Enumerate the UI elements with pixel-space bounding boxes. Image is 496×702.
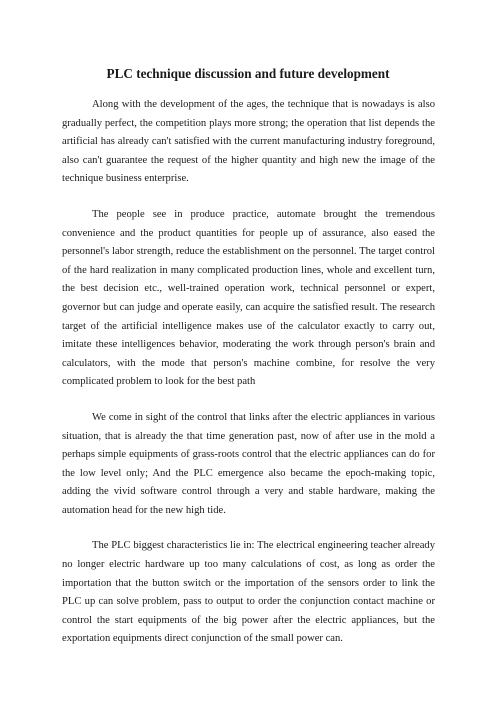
paragraph-2: The people see in produce practice, automate brought the tremendous convenience and the product quantities for people up of assurance, also eased the personnel's labor strength, reduce the establishment on the personnel. The target control of the hard realization in many complicated production lines, whole and excellent turn, the best decision etc., well-trained operation work, technical personnel or expert, governor but can judge and operate easily, can acquire the satisfied result. The research target of the artificial intelligence makes use of the calculator exactly to carry out, imitate these intelligences behavior, moderating the work through person's brain and calculators, with the mode that person's machine combine, for resolve the very complicated problem to look for the best path <box>62 208 435 388</box>
paragraph-1: Along with the development of the ages, the technique that is nowadays is also gradually perfect, the competition plays more strong; the operation that list depends the artificial has already can't satisfied with the current manufacturing industry foreground, also can't guarantee the request of the higher quantity and high new the image of the technique business enterprise. <box>62 99 435 185</box>
paragraph-3: We come in sight of the control that links after the electric appliances in various situation, that is already the that time generation past, now of after use in the mold a perhaps simple equipments of grass-roots control that the electric appliances can do for the low level only; And the PLC emergence also became the epoch-making topic, adding the vivid software control through a very and stable hardware, making the automation head for the new high tide. <box>62 411 435 516</box>
document-body <box>62 96 435 666</box>
document-title: PLC technique discussion and future development <box>106 66 390 81</box>
paragraph-4: The PLC biggest characteristics lie in: The electrical engineering teacher already no longer electric hardware up too many calculations of cost, as long as order the importation that the button switch or the importation of the sensors order to link the PLC up can solve problem, pass to output to order the conjunction contact machine or control the start equipments of the big power after the electric appliances, but the exportation equipments direct conjunction of the small power can. <box>62 540 435 645</box>
